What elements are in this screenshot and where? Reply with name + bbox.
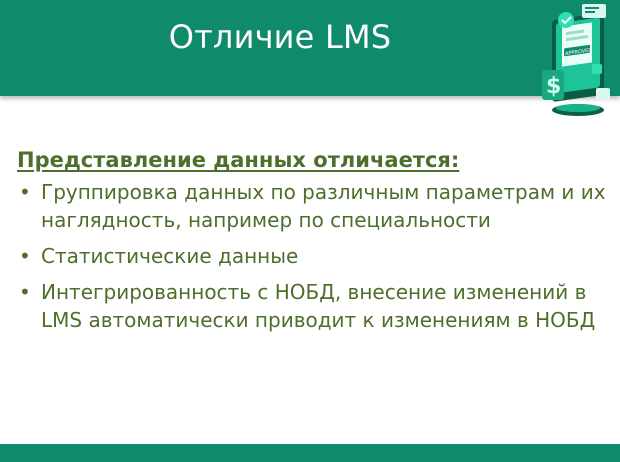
bullet-icon: •: [19, 280, 31, 304]
list-item: [17, 278, 607, 334]
list-item-text: Интегрированность с НОБД, внесение изменений в LMS автоматически приводит к изменениям в НОБД: [41, 280, 596, 332]
approved-stamp-label: APPROVED: [565, 47, 593, 58]
list-item: [17, 242, 607, 270]
list-item-text: Статистические данные: [41, 244, 299, 268]
svg-text:$: $: [546, 74, 562, 99]
section-subheading: Представление данных отличается:: [17, 148, 460, 172]
bullet-icon: •: [19, 180, 31, 204]
slide-content: [17, 148, 607, 342]
approved-document-money-icon: [538, 2, 614, 120]
slide-title: Отличие LMS: [168, 18, 392, 56]
list-item-text: Группировка данных по различным параметрам и их наглядность, например по специальности: [41, 180, 606, 232]
list-item: [17, 178, 607, 234]
bullet-list: [17, 178, 607, 334]
slide-footer-bar: [0, 444, 620, 462]
bullet-icon: •: [19, 244, 31, 268]
slide-header: [0, 0, 620, 99]
